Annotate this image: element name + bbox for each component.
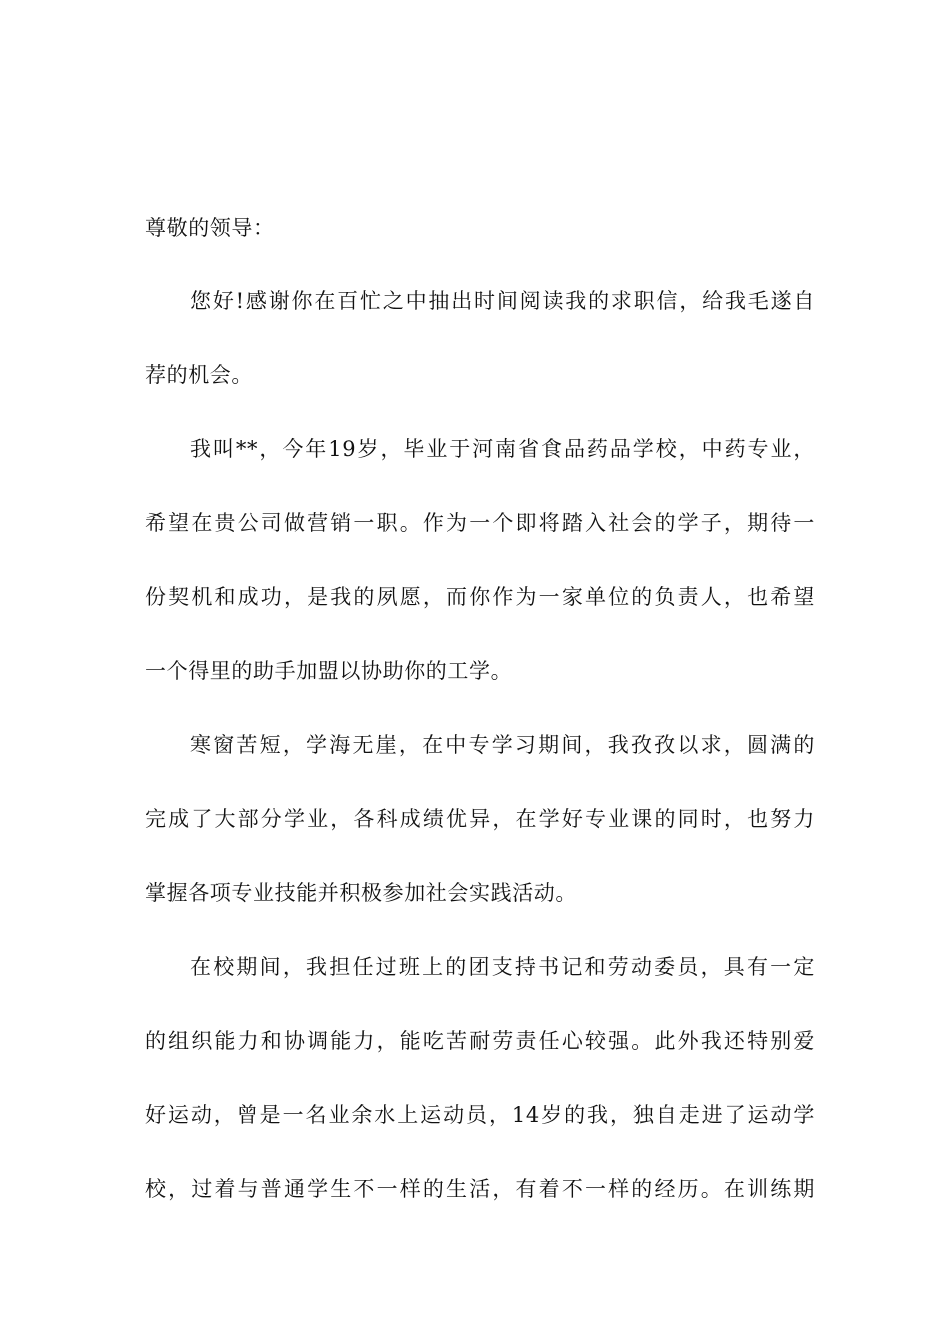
paragraph-line: 您好!感谢你在百忙之中抽出时间阅读我的求职信，给我毛遂自 (190, 289, 815, 313)
paragraph-line: 校，过着与普通学生不一样的生活，有着不一样的经历。在训练期 (145, 1177, 815, 1201)
paragraph-line: 希望在贵公司做营销一职。作为一个即将踏入社会的学子，期待一 (145, 511, 815, 535)
paragraph-line: 我叫**，今年19岁，毕业于河南省食品药品学校，中药专业， (190, 437, 815, 461)
paragraph-line: 的组织能力和协调能力，能吃苦耐劳责任心较强。此外我还特别爱 (145, 1029, 815, 1053)
paragraph-line: 荐的机会。 (145, 363, 253, 387)
salutation: 尊敬的领导： (145, 216, 275, 240)
paragraph-line: 完成了大部分学业，各科成绩优异，在学好专业课的同时，也努力 (145, 807, 815, 831)
paragraph-line: 一个得里的助手加盟以协助你的工学。 (145, 659, 513, 683)
paragraph-line: 份契机和成功，是我的夙愿，而你作为一家单位的负责人，也希望 (145, 585, 815, 609)
paragraph-line: 寒窗苦短，学海无崖，在中专学习期间，我孜孜以求，圆满的 (190, 733, 815, 757)
paragraph-line: 好运动，曾是一名业余水上运动员，14岁的我，独自走进了运动学 (145, 1103, 815, 1127)
paragraph-line: 掌握各项专业技能并积极参加社会实践活动。 (145, 881, 577, 905)
paragraph-line: 在校期间，我担任过班上的团支持书记和劳动委员，具有一定 (190, 955, 815, 979)
